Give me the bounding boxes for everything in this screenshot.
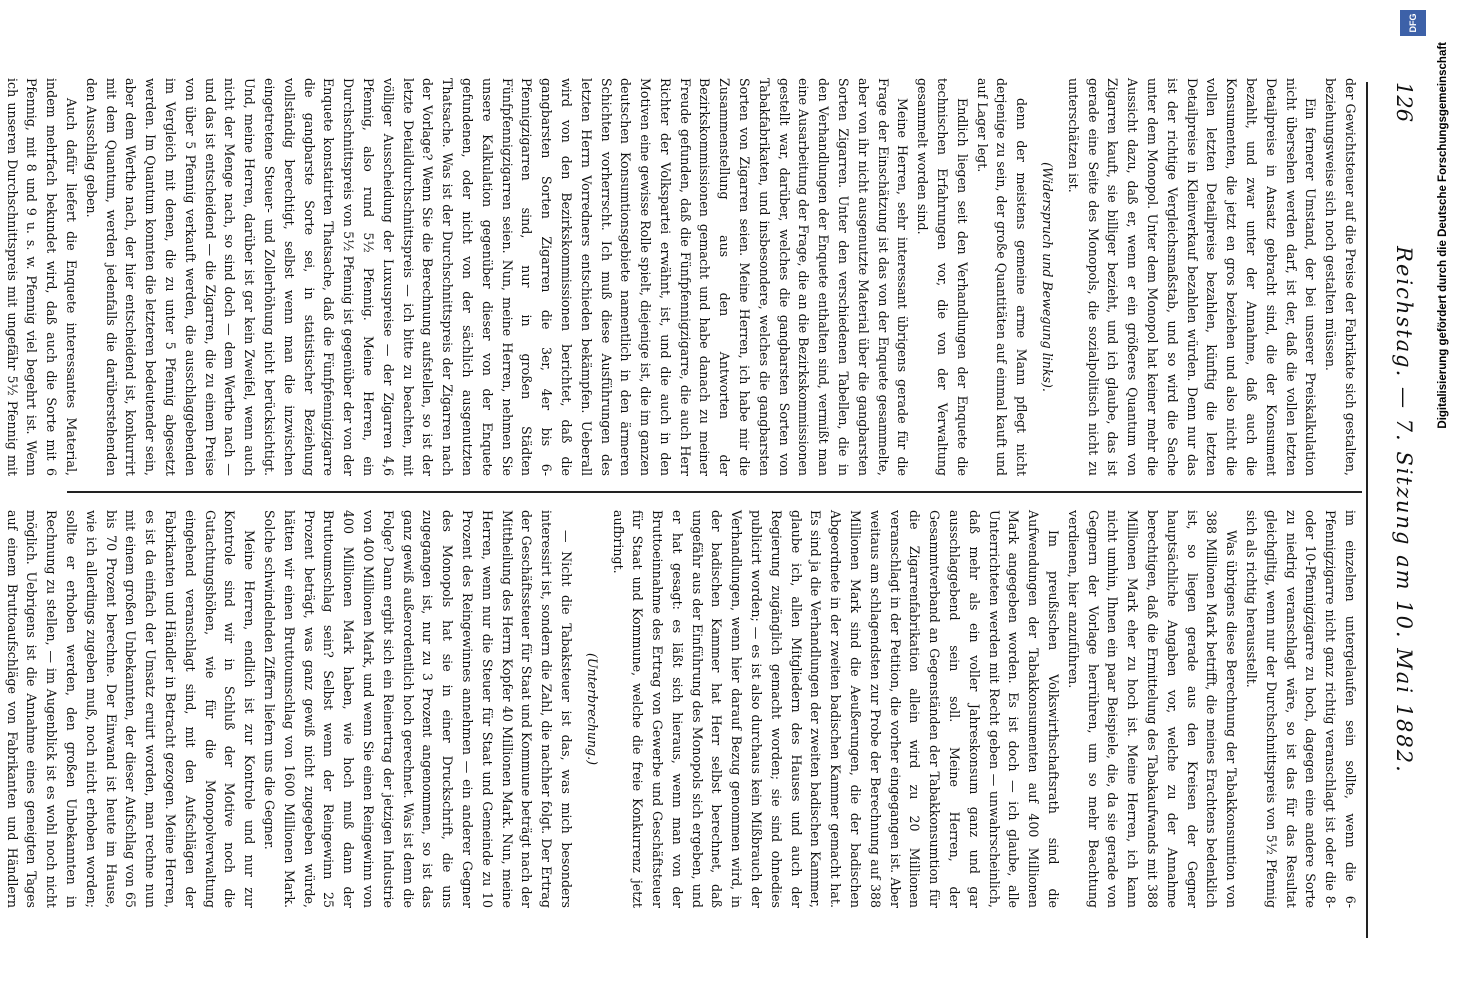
dfg-logo-icon: DFG — [1400, 10, 1426, 36]
left-column-paragraph: Ein fernerer Umstand, der bei unserer Preiskalkulation nicht übersehen werden darf, ist der, daß die vollen letzten Detailpreise in Ansatz gebracht sind, die der Konsument bezahlt, und zwar unter der Annahme, daß auch die Konsumenten, die jetzt en gros beziehen und also nicht die vollen letzten Detailpreise bezahlen, künftig die letzten Detailpreise in Kleinverkauf bezahlen würden. Denn nur das ist der richtige Vergleichsmaßstab, und so wird die Sache unter dem Monopol. Unter dem Monopol hat keiner mehr die Aussicht dazu, daß er, wenn er ein größeres Quantum von Zigarren kauft, sie billiger bezieht, und ich glaube, das ist gerade eine Seite des Monopols, die sozialpolitisch nicht zu unterschätzen ist. — [1065, 78, 1319, 476]
page-header — [1366, 82, 1424, 938]
running-title: Reichstag. — 7. Sitzung am 10. Mai 1882. — [1392, 246, 1416, 774]
column-divider — [67, 491, 1362, 493]
right-column-paragraph: Meine Herren, endlich ist zur Kontrole und nur zur Kontrole sind wir in Schluß der Motive noch die Gutachtungshöhen, wie für die Monopolverwaltung eingehend veranschlagt sind, mit den Aufschlägen der Fabrikanten und Händler in Betracht gezogen. Meine Herren, es ist da einfach der Umsatz eruirt worden, man rechne nun mit einem großen Unbekannten, der dieser Aufschlag von 65 bis 70 Prozent berechne. Der Einwand ist heute im Hause, wie ich allerdings zugeben muß, noch nicht erhoben worden; sollte er erhoben werden, den großen Unbekannten in Rechnung zu stellen, — im Augenblick ist es wohl noch nicht möglich. Uebrigens ist die Annahme eines geneigten Tages auf einem Bruttoaufschläge von Fabrikanten und Händlern — [4, 510, 258, 908]
page-number: 126 — [1392, 82, 1416, 123]
right-column-paragraph: — Nicht die Tabaksteuer ist das, was mich besonders interessirt ist, sondern die Zahl, die nachher folgt. Der Ertrag der Geschäftssteuer für Staat und Kommune beträgt nach der Mittheilung des Herrn Kopfer 40 Millionen Mark. Nun, meine Herren, wenn nur die Steuer für Staat und Gemeinde zu 10 Prozent des Reingewinnes annehmen — ein anderer Gegner des Monopols hat sie in einer Druckschrift, die uns zugegangen ist, nur zu 3 Prozent angenommen, so ist das ganz gewiß außerordentlich hoch gerechnet. Was ist denn die Folge? Dann ergibt sich ein Reinertrag der jetzigen Industrie von 400 Millionen Mark, und wenn Sie einen Reingewinn von 400 Millionen Mark haben, wie hoch muß dann der Bruttoumschlag sein? Selbst wenn der Reingewinn 25 Prozent beträgt, was ganz gewiß nicht zugegeben würde, hätten wir einen Bruttoumschlag von 1600 Millionen Mark. Solche schwindelnden Ziffern liefern uns die Gegner. — [261, 510, 574, 908]
right-text-column — [4, 510, 1360, 908]
left-column-paragraph: Auch dafür liefert die Enquete interessantes Material, indem mehrfach bekundet wird, daß auch die Sorte mit 6 Pfennig, mit 8 und 9 u. s. w. Pfennig viel begehrt ist. Wenn ich unseren Durchschnittspreis mit ungefähr 5½ Pfennig mit — [4, 78, 79, 476]
left-column-paragraph: denn der meistens gemeine arme Mann pflegt nicht derjenige zu sein, der große Quantitäten auf einmal kauft und auf Lager legt. — [974, 78, 1030, 476]
right-column-paragraph: Was übrigens diese Berechnung der Tabakkonsumtion von 388 Millionen Mark betrifft, die meines Erachtens bedenklich ist, so liegen gerade aus den Kreisen der Gegner hauptsächliche Angaben vor, welche zu der Annahme berechtigen, daß die Ermittelung des Tabakaufwands mit 388 Millionen Mark eher zu hoch ist. Meine Herren, ich kann nicht umhin, Ihnen ein paar Beispiele, die, da sie gerade von Gegnern der Vorlage herrühren, um so mehr Beachtung verdienen, hier anzuführen. — [1065, 510, 1240, 908]
left-text-column — [4, 78, 1360, 476]
left-column-interjection: (Widerspruch und Bewegung links). — [1040, 162, 1056, 392]
left-column-paragraph: Meine Herren, sehr interessant übrigens gerade für die Frage der Einschätzung ist das von der Enquete gesammelte, aber von ihr nicht ausgenutzte Material über die gangbarsten Sorten Zigarren. Unter den verschiedenen Tabellen, die in den Verhandlungen der Enquete enthalten sind, vermißt man eine Ausarbeitung der Frage, die an die Bezirkskommissionen gestellt war, darüber, welches die gangbarsten Sorten von Tabakfabrikaten, und insbesondere, welches die gangbarsten Sorten von Zigarren seien. Meine Herren, ich habe mir die Zusammenstellung aus den Antworten der Bezirkskommissionen gemacht und habe danach zu meiner Freude gefunden, daß die Fünfpfennigzigarre, die auch Herr Richter der Volkspartei erwähnt, ist, und die auch in den Motiven eine gewisse Rolle spielt, diejenige ist, die im ganzen deutschen Konsumtionsgebiete namentlich in den ärmeren Schichten vorherrscht. Ich muß diese Ausführungen des letzten Herrn Vorredners entschieden bekämpfen. Ueberall wird von den Bezirkskommissionen berichtet, daß die gangbarsten Sorten Zigarren die 3er, 4er bis 6-Pfennigzigarren sind, nur in großen Städten Fünfpfennigzigarren seien. Nun, meine Herren, nehmen Sie unsere Kalkulation gegenüber dieser von der Enquete gefundenen, oder nicht von der sächlich ausgenutzten Thatsache. Was ist der Durchschnittspreis der Zigarren nach der Vorlage? Wenn Sie die Berechnung aufstellen, so ist der letzte Detaildurchschnittspreis — ich bitte zu beachten, mit völliger Ausscheidung der Luxuspreise — der Zigarren 4,6 Pfennig, also rund 5½ Pfennig. Meine Herren, ein Durchschnittspreis von 5½ Pfennig ist gegenüber der von der Enquete konstatirten Thatsache, daß die Fünfpfennigzigarre die gangbarste Sorte sei, in statistischer Beziehung vollständig berechtigt, selbst wenn man die inzwischen eingetretene Steuer- und Zollerhöhung nicht berücksichtigt. Und, meine Herren, darüber ist gar kein Zweifel, wenn auch nicht der Menge nach, so sind doch — dem Werthe nach — und das ist entscheidend — die Zigarren, die zu einem Preise von über 5 Pfennig verkauft werden, die ausschlaggebenden im Vergleich mit denen, die zu unter 5 Pfennig abgesetzt werden. Im Quantum konnten die letzteren bedeutender sein, aber dem Werthe nach, der hier entscheidend ist, konkurrirt mit dem Quantum, werden jedenfalls die darüberstehenden den Ausschlag geben. — [83, 78, 911, 476]
dfg-stamp-text: Digitalisierung gefördert durch die Deutsche Forschungsgemeinschaft — [1437, 42, 1449, 429]
right-column-paragraph: im einzelnen untergelaufen sein sollte, wenn die 6-Pfennigzigarre nicht ganz richtig veranschlagt ist oder die 8- oder 10-Pfennigzigarre zu hoch, dagegen eine andere Sorte zu niedrig veranschlagt wäre, so ist das für das Resultat gleichgiltig, wenn nur der Durchschnittspreis von 5½ Pfennig sich als richtig herausstellt. — [1244, 510, 1358, 908]
left-column-paragraph: der Gewichtsteuer auf die Preise der Fabrikate sich gestalten, beziehungsweise sich noch gestalten müssen. — [1323, 78, 1358, 476]
right-column-paragraph: Im preußischen Volkswirthschaftsrath sind die Aufwendungen der Tabakkonsumenten auf 400 Millionen Mark angegeben worden. Es ist doch — ich glaube, alle Unterrichteten werden mit Recht geben — unwahrscheinlich, daß mehr als ein voller Jahreskonsum ganz und gar ausschlaggebend sein soll. Meine Herren, der Gesammtverband an Gegenständen der Tabakkonsumtion für die Zigarrenfabrikation allein wird zu 20 Millionen veranschlagt in der Petition, die vorher eingegangen ist. Aber weitaus am schlagendsten zur Probe der Berechnung auf 388 Millionen Mark sind die Aeußerungen, die der badischen Abgeordnete in der zweiten badischen Kammer gemacht hat. Es sind ja die Verhandlungen der zweiten badischen Kammer, glaube ich, allen Mitgliedern des Hauses und auch der Regierung zugänglich gemacht worden; sie sind ohnedies publicirt worden; — es ist also durchaus kein Mißbrauch der Verhandlungen, wenn hier darauf Bezug genommen wird, in der badischen Kammer hat Herr selbst berechnet, daß ungefähr aus der Einführung des Monopols sich ergeben, und er hat gesagt: es läßt sich hieraus, wenn man von der Bruttoeinnahme des Ertrag von Gewerbe und Geschäftsteuer für Staat und Kommune, welche die freie Konkurrenz jetzt aufbringt. — [610, 510, 1062, 908]
left-column-paragraph: Endlich liegen seit den Verhandlungen der Enquete die technischen Erfahrungen vor, die von der Verwaltung gesammelt worden sind. — [915, 78, 970, 476]
right-column-interjection: (Unterbrechung.) — [584, 652, 600, 766]
